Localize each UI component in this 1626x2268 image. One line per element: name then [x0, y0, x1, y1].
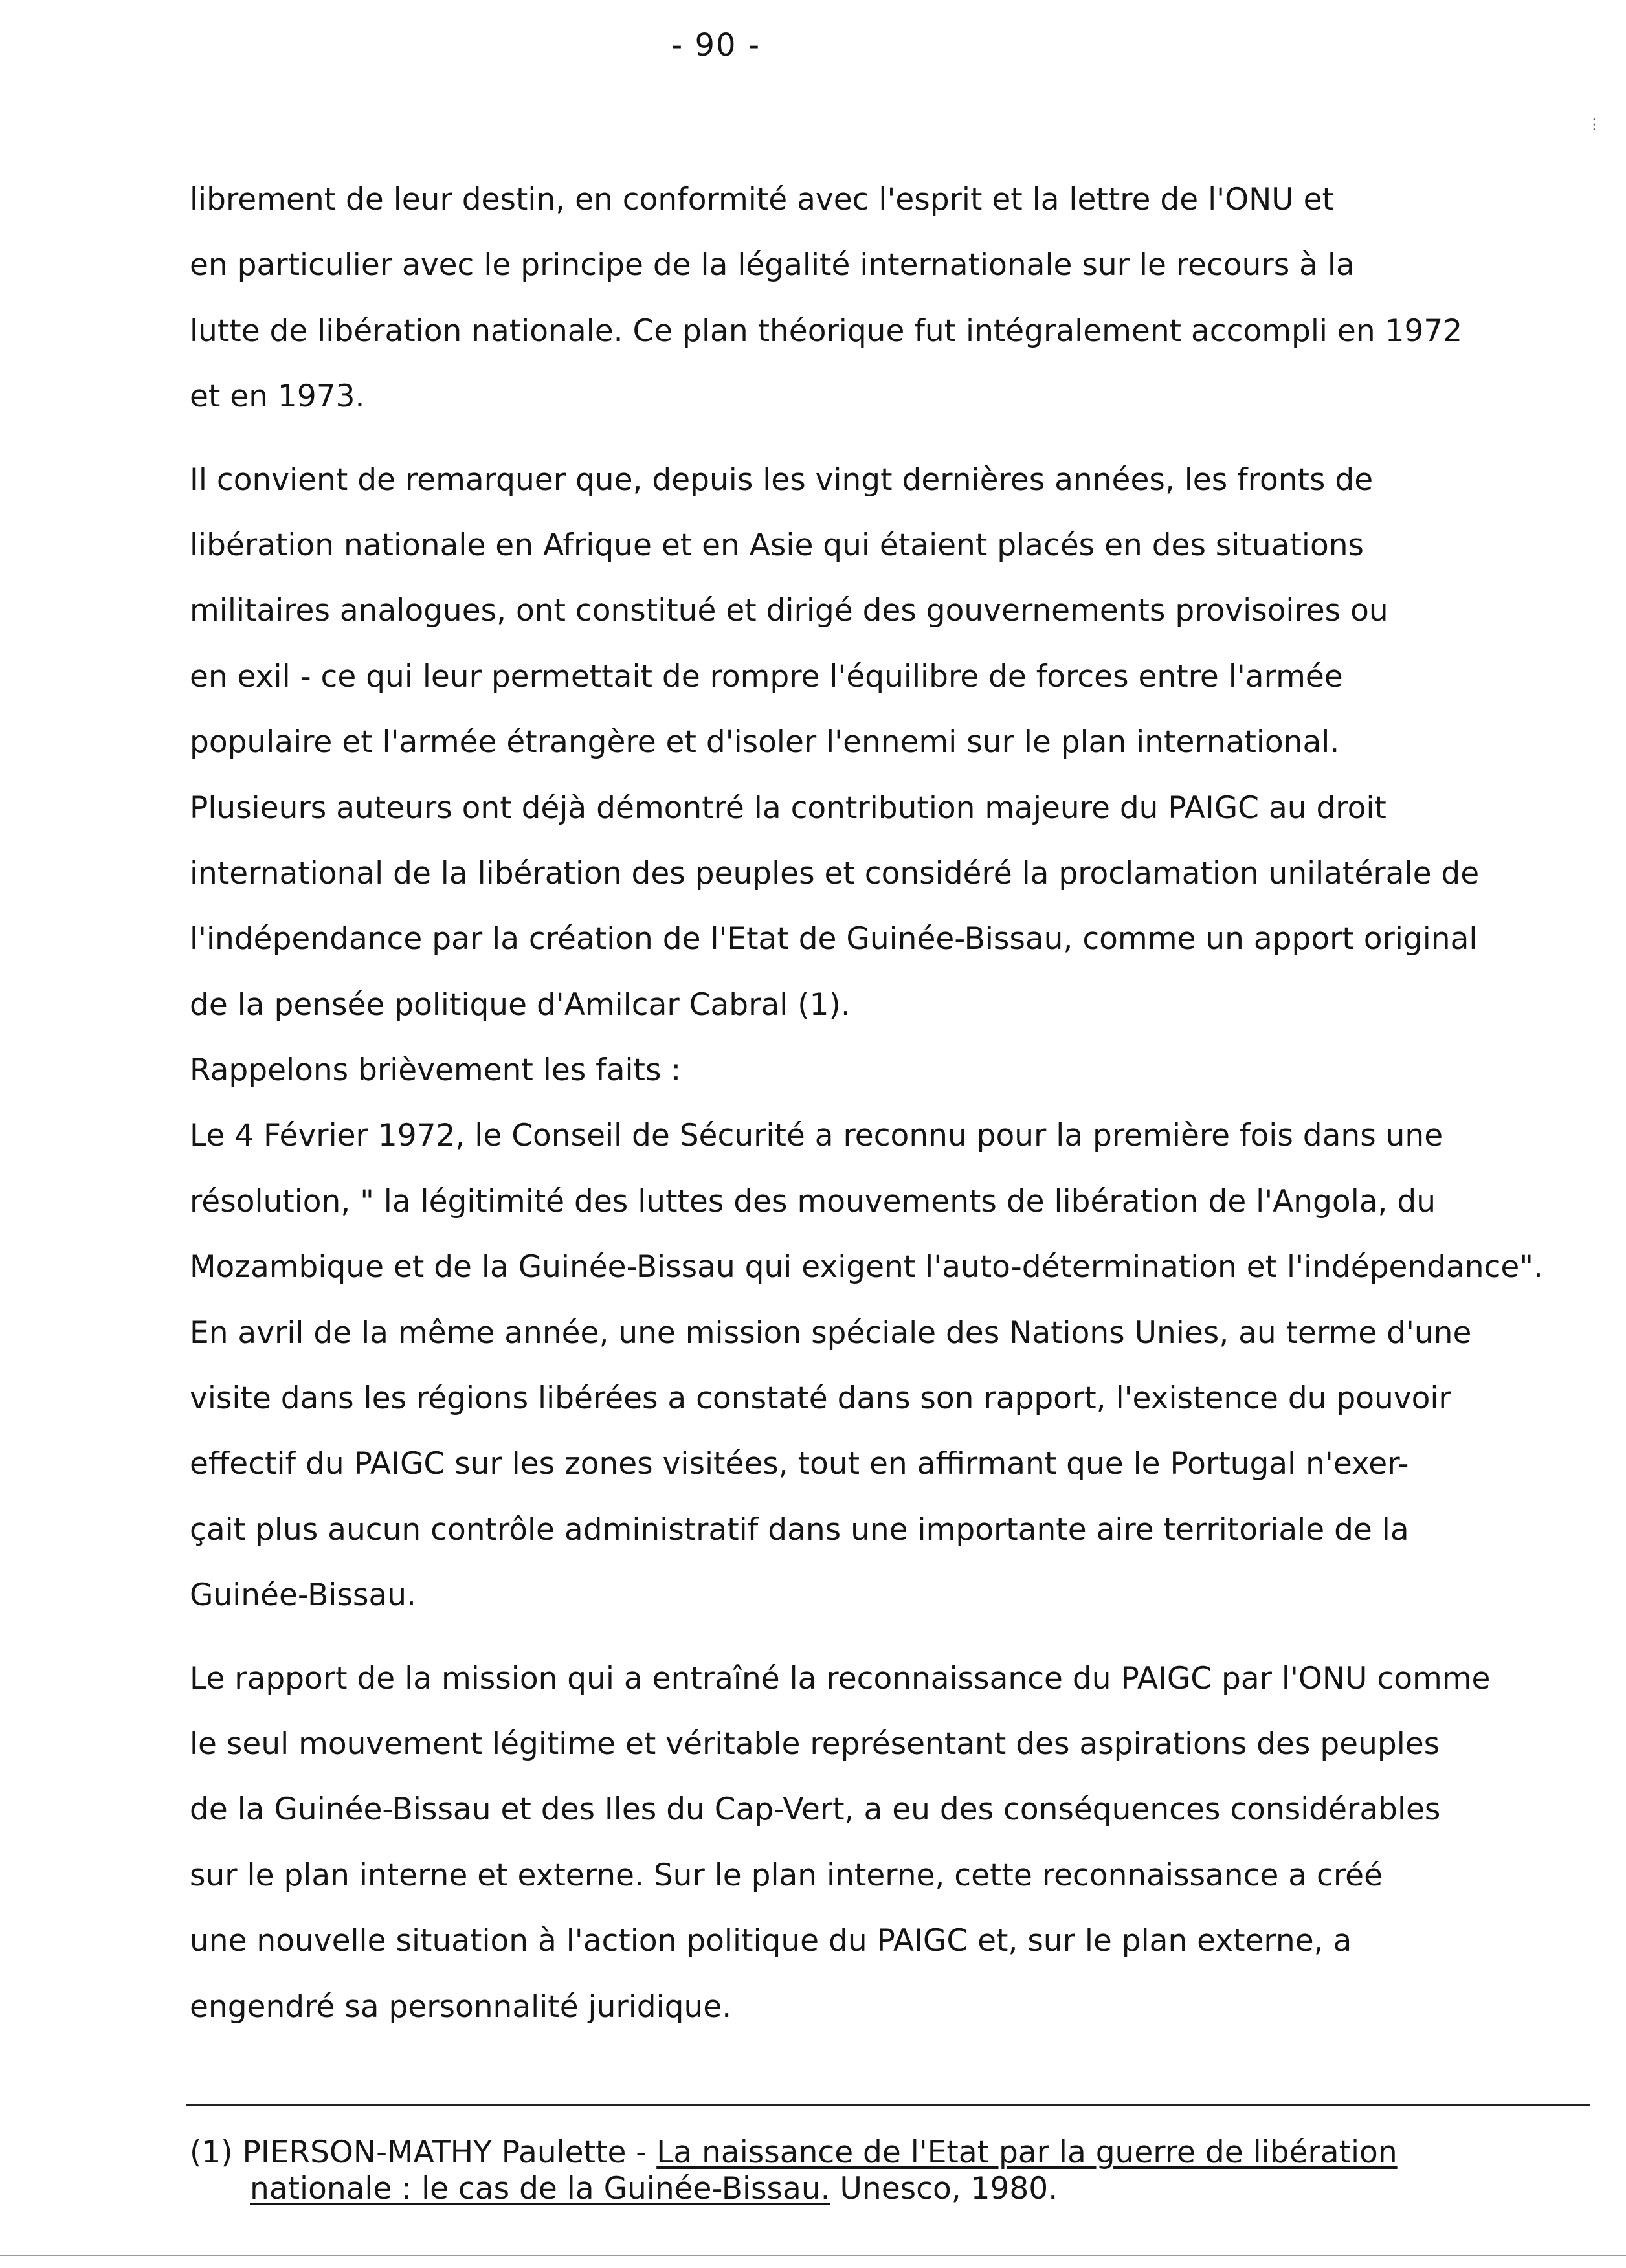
footnote-separator — [186, 2104, 1590, 2106]
text-line: librement de leur destin, en conformité avec l'esprit et la lettre de l'ONU et — [190, 182, 1334, 217]
text-line: résolution, " la légitimité des luttes des mouvements de libération de l'Angola, du — [190, 1183, 1436, 1219]
text-line: en exil - ce qui leur permettait de rompre l'équilibre de forces entre l'armée — [190, 658, 1343, 695]
text-line: le seul mouvement légitime et véritable représentant des aspirations des peuples — [190, 1726, 1440, 1762]
text-line: En avril de la même année, une mission spéciale des Nations Unies, au terme d'une — [190, 1315, 1472, 1351]
text-line: Rappelons brièvement les faits : — [190, 1052, 682, 1089]
footnote — [190, 2135, 1588, 2207]
footnote-title-continued: nationale : le cas de la Guinée-Bissau. — [250, 2171, 830, 2207]
text-line: Il convient de remarquer que, depuis les vingt dernières années, les fronts de — [190, 461, 1374, 498]
text-line: visite dans les régions libérées a constaté dans son rapport, l'existence du pouvoir — [190, 1381, 1451, 1417]
text-line: de la Guinée-Bissau et des Iles du Cap-Vert, a eu des conséquences considérables — [190, 1792, 1441, 1828]
text-line: et en 1973. — [190, 379, 365, 415]
text-line: Guinée-Bissau. — [190, 1577, 416, 1614]
margin-mark: ⋮ — [1587, 117, 1601, 133]
text-line: engendré sa personnalité juridique. — [190, 1988, 732, 2025]
text-line: militaires analogues, ont constitué et dirigé des gouvernements provisoires ou — [190, 593, 1388, 629]
text-line: libération nationale en Afrique et en Asie qui étaient placés en des situations — [190, 527, 1364, 563]
text-line: populaire et l'armée étrangère et d'isoler l'ennemi sur le plan international. — [190, 724, 1340, 761]
text-line: lutte de libération nationale. Ce plan théorique fut intégralement accompli en 1972 — [190, 313, 1463, 349]
paragraph-3 — [190, 1646, 1588, 2040]
footnote-marker: (1) — [190, 2135, 233, 2170]
body-text — [190, 167, 1588, 2040]
footnote-line-2 — [190, 2171, 1588, 2207]
text-line: Le 4 Février 1972, le Conseil de Sécurité a reconnu pour la première fois dans une — [190, 1118, 1443, 1154]
paragraph-2 — [190, 447, 1588, 1629]
text-line: effectif du PAIGC sur les zones visitées, tout en affirmant que le Portugal n'exer- — [190, 1446, 1409, 1482]
text-line: çait plus aucun contrôle administratif dans une importante aire territoriale de la — [190, 1511, 1409, 1548]
footnote-title: La naissance de l'Etat par la guerre de libération — [656, 2135, 1398, 2170]
text-line: Le rapport de la mission qui a entraîné la reconnaissance du PAIGC par l'ONU comme — [190, 1660, 1491, 1696]
text-line: Plusieurs auteurs ont déjà démontré la contribution majeure du PAIGC au droit — [190, 790, 1387, 826]
footnote-line-1 — [190, 2135, 1588, 2171]
text-line: Mozambique et de la Guinée-Bissau qui exigent l'auto-détermination et l'indépendance". — [190, 1249, 1543, 1285]
text-line: l'indépendance par la création de l'Etat de Guinée-Bissau, comme un apport original — [190, 921, 1478, 957]
text-line: une nouvelle situation à l'action politique du PAIGC et, sur le plan externe, a — [190, 1923, 1352, 1959]
scan-edge-line — [0, 2255, 1626, 2256]
text-line: sur le plan interne et externe. Sur le plan interne, cette reconnaissance a créé — [190, 1857, 1383, 1893]
text-line: de la pensée politique d'Amilcar Cabral (1). — [190, 986, 851, 1023]
footnote-author: PIERSON-MATHY Paulette - — [242, 2135, 647, 2170]
text-line: international de la libération des peuples et considéré la proclamation unilatérale de — [190, 855, 1480, 891]
text-line: en particulier avec le principe de la légalité internationale sur le recours à la — [190, 247, 1355, 284]
paragraph-1 — [190, 167, 1588, 430]
page-number: - 90 - — [671, 27, 761, 63]
footnote-publisher: Unesco, 1980. — [840, 2171, 1058, 2207]
